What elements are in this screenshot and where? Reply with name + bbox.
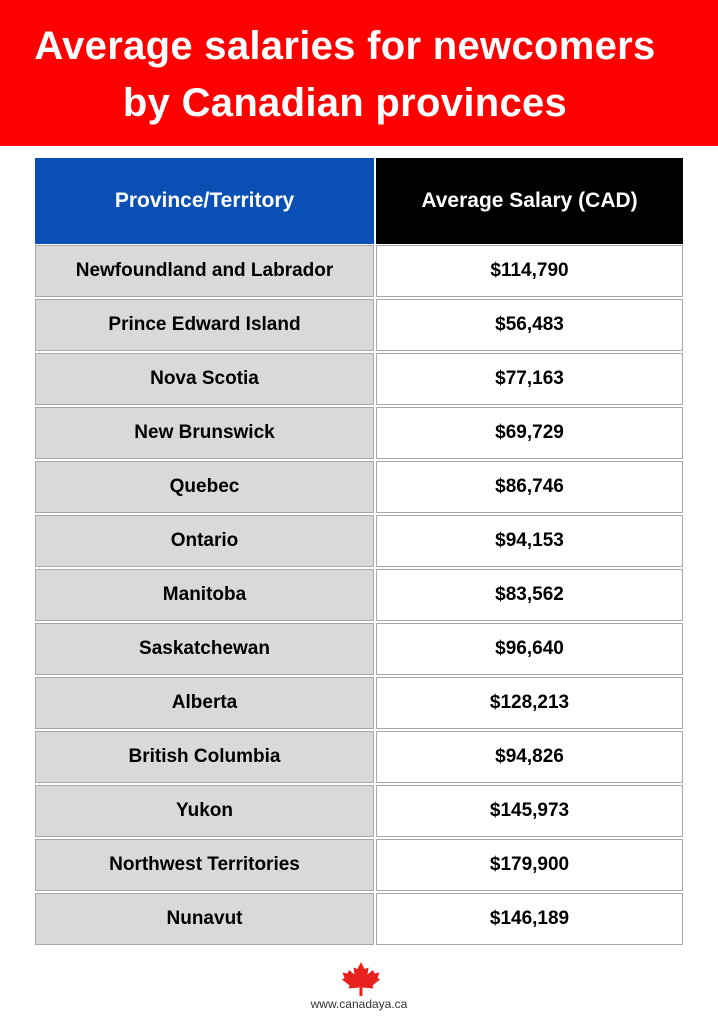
table-row-salary: $128,213 (376, 677, 683, 729)
table-row-salary: $77,163 (376, 353, 683, 405)
title-banner (0, 0, 718, 146)
table-row-province: Northwest Territories (35, 839, 374, 891)
table-row-province: New Brunswick (35, 407, 374, 459)
table-row-province: Manitoba (35, 569, 374, 621)
table-row-province: Prince Edward Island (35, 299, 374, 351)
table-row-province: Newfoundland and Labrador (35, 245, 374, 297)
table-row-salary: $86,746 (376, 461, 683, 513)
table-row-salary: $56,483 (376, 299, 683, 351)
table-row-province: Yukon (35, 785, 374, 837)
table-row-salary: $94,826 (376, 731, 683, 783)
table-row-salary: $69,729 (376, 407, 683, 459)
table-row-salary: $146,189 (376, 893, 683, 945)
table-row-province: Ontario (35, 515, 374, 567)
column-header-province: Province/Territory (35, 158, 374, 244)
table-row-salary: $96,640 (376, 623, 683, 675)
table-row-salary: $94,153 (376, 515, 683, 567)
page-title-line-2: by Canadian provinces (122, 81, 568, 125)
column-header-salary: Average Salary (CAD) (376, 158, 683, 244)
table-row-province: Saskatchewan (35, 623, 374, 675)
table-row-salary: $114,790 (376, 245, 683, 297)
table-row-salary: $145,973 (376, 785, 683, 837)
website-url: www.canadaya.ca (310, 997, 408, 1011)
table-row-province: Alberta (35, 677, 374, 729)
maple-leaf-icon (341, 961, 381, 997)
table-row-province: Nova Scotia (35, 353, 374, 405)
table-row-province: Quebec (35, 461, 374, 513)
table-row-province: Nunavut (35, 893, 374, 945)
table-row-salary: $83,562 (376, 569, 683, 621)
page-title-line-1: Average salaries for newcomers (34, 24, 656, 68)
table-row-salary: $179,900 (376, 839, 683, 891)
table-row-province: British Columbia (35, 731, 374, 783)
